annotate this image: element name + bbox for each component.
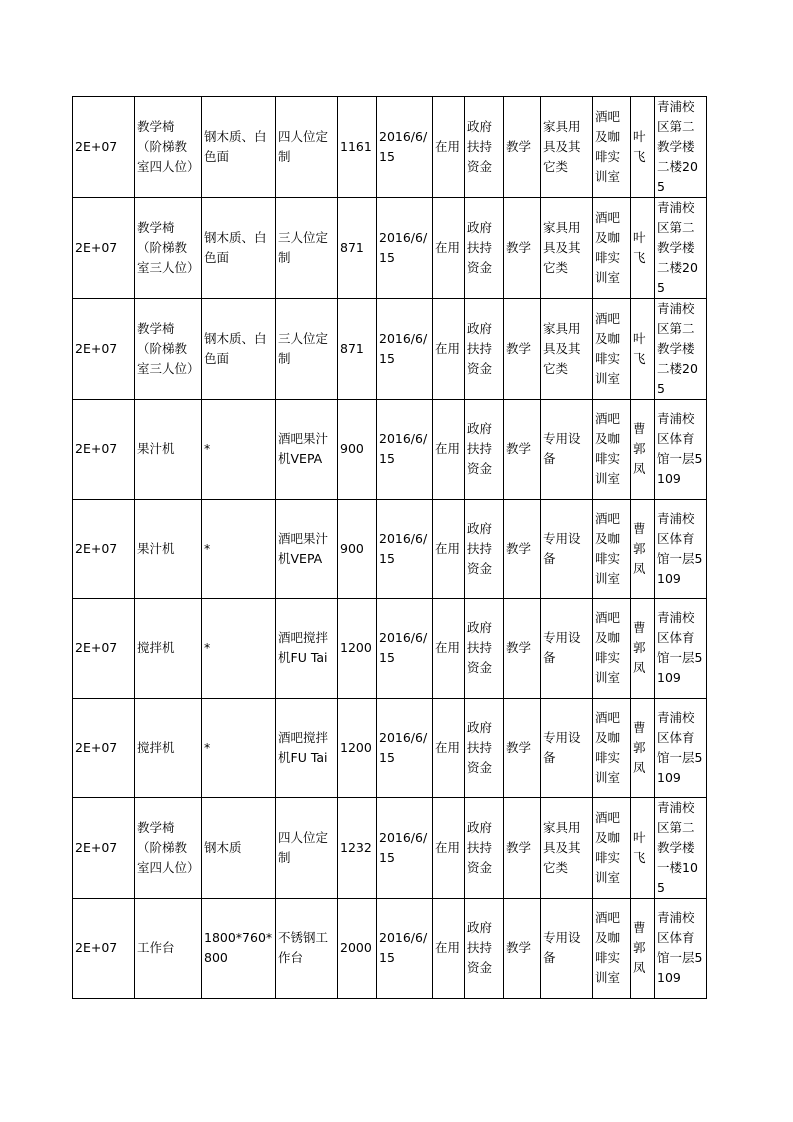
category-cell: 家具用具及其它类 (541, 97, 593, 198)
asset-code-cell: 2E+07 (73, 97, 135, 198)
location-cell: 青浦校区第二教学楼二楼205 (655, 299, 707, 400)
purchase-date-cell: 2016/6/15 (377, 97, 433, 198)
usage-cell: 教学 (504, 400, 541, 500)
location-cell: 青浦校区体育馆一层5109 (655, 899, 707, 999)
price-cell: 900 (338, 499, 377, 599)
category-cell: 专用设备 (541, 499, 593, 599)
status-cell: 在用 (433, 698, 465, 798)
table-row (73, 400, 707, 500)
custodian-cell: 叶飞 (631, 198, 655, 299)
price-cell: 900 (338, 400, 377, 500)
asset-name-cell: 教学椅（阶梯教室三人位） (135, 299, 202, 400)
purchase-date-cell: 2016/6/15 (377, 698, 433, 798)
model-cell: 四人位定制 (276, 798, 338, 899)
asset-name-cell: 教学椅（阶梯教室四人位） (135, 798, 202, 899)
asset-code-cell: 2E+07 (73, 499, 135, 599)
asset-name-cell: 搅拌机 (135, 698, 202, 798)
usage-cell: 教学 (504, 899, 541, 999)
status-cell: 在用 (433, 400, 465, 500)
price-cell: 2000 (338, 899, 377, 999)
category-cell: 家具用具及其它类 (541, 198, 593, 299)
asset-code-cell: 2E+07 (73, 698, 135, 798)
table-row (73, 599, 707, 699)
custodian-cell: 曹郭凤 (631, 400, 655, 500)
asset-name-cell: 工作台 (135, 899, 202, 999)
department-cell: 酒吧及咖啡实训室 (593, 698, 631, 798)
model-cell: 三人位定制 (276, 198, 338, 299)
status-cell: 在用 (433, 899, 465, 999)
material-spec-cell: * (202, 400, 276, 500)
table-row (73, 899, 707, 999)
asset-code-cell: 2E+07 (73, 198, 135, 299)
funding-source-cell: 政府扶持资金 (465, 299, 504, 400)
location-cell: 青浦校区第二教学楼二楼205 (655, 198, 707, 299)
purchase-date-cell: 2016/6/15 (377, 198, 433, 299)
asset-name-cell: 果汁机 (135, 400, 202, 500)
category-cell: 家具用具及其它类 (541, 299, 593, 400)
department-cell: 酒吧及咖啡实训室 (593, 97, 631, 198)
model-cell: 四人位定制 (276, 97, 338, 198)
model-cell: 三人位定制 (276, 299, 338, 400)
asset-code-cell: 2E+07 (73, 400, 135, 500)
custodian-cell: 叶飞 (631, 299, 655, 400)
purchase-date-cell: 2016/6/15 (377, 299, 433, 400)
purchase-date-cell: 2016/6/15 (377, 599, 433, 699)
category-cell: 家具用具及其它类 (541, 798, 593, 899)
price-cell: 1200 (338, 698, 377, 798)
department-cell: 酒吧及咖啡实训室 (593, 899, 631, 999)
material-spec-cell: * (202, 499, 276, 599)
table-body (73, 97, 707, 999)
custodian-cell: 叶飞 (631, 798, 655, 899)
material-spec-cell: * (202, 698, 276, 798)
funding-source-cell: 政府扶持资金 (465, 499, 504, 599)
category-cell: 专用设备 (541, 400, 593, 500)
price-cell: 1200 (338, 599, 377, 699)
department-cell: 酒吧及咖啡实训室 (593, 299, 631, 400)
asset-code-cell: 2E+07 (73, 798, 135, 899)
price-cell: 871 (338, 198, 377, 299)
usage-cell: 教学 (504, 499, 541, 599)
custodian-cell: 曹郭凤 (631, 698, 655, 798)
usage-cell: 教学 (504, 798, 541, 899)
funding-source-cell: 政府扶持资金 (465, 899, 504, 999)
custodian-cell: 曹郭凤 (631, 899, 655, 999)
status-cell: 在用 (433, 198, 465, 299)
asset-table (72, 96, 707, 999)
model-cell: 酒吧果汁机VEPA (276, 499, 338, 599)
usage-cell: 教学 (504, 198, 541, 299)
location-cell: 青浦校区体育馆一层5109 (655, 499, 707, 599)
price-cell: 1161 (338, 97, 377, 198)
category-cell: 专用设备 (541, 698, 593, 798)
custodian-cell: 曹郭凤 (631, 499, 655, 599)
status-cell: 在用 (433, 499, 465, 599)
location-cell: 青浦校区第二教学楼一楼105 (655, 798, 707, 899)
status-cell: 在用 (433, 798, 465, 899)
category-cell: 专用设备 (541, 599, 593, 699)
usage-cell: 教学 (504, 599, 541, 699)
table-row (73, 198, 707, 299)
usage-cell: 教学 (504, 698, 541, 798)
model-cell: 酒吧搅拌机FU Tai (276, 599, 338, 699)
status-cell: 在用 (433, 97, 465, 198)
table-row (73, 798, 707, 899)
department-cell: 酒吧及咖啡实训室 (593, 198, 631, 299)
location-cell: 青浦校区体育馆一层5109 (655, 698, 707, 798)
location-cell: 青浦校区体育馆一层5109 (655, 599, 707, 699)
department-cell: 酒吧及咖啡实训室 (593, 798, 631, 899)
department-cell: 酒吧及咖啡实训室 (593, 499, 631, 599)
funding-source-cell: 政府扶持资金 (465, 400, 504, 500)
asset-name-cell: 果汁机 (135, 499, 202, 599)
funding-source-cell: 政府扶持资金 (465, 599, 504, 699)
price-cell: 871 (338, 299, 377, 400)
funding-source-cell: 政府扶持资金 (465, 97, 504, 198)
funding-source-cell: 政府扶持资金 (465, 198, 504, 299)
location-cell: 青浦校区第二教学楼二楼205 (655, 97, 707, 198)
model-cell: 不锈钢工作台 (276, 899, 338, 999)
asset-name-cell: 教学椅（阶梯教室四人位） (135, 97, 202, 198)
location-cell: 青浦校区体育馆一层5109 (655, 400, 707, 500)
table-row (73, 499, 707, 599)
table-row (73, 698, 707, 798)
status-cell: 在用 (433, 599, 465, 699)
table-row (73, 97, 707, 198)
asset-name-cell: 教学椅（阶梯教室三人位） (135, 198, 202, 299)
model-cell: 酒吧搅拌机FU Tai (276, 698, 338, 798)
model-cell: 酒吧果汁机VEPA (276, 400, 338, 500)
asset-name-cell: 搅拌机 (135, 599, 202, 699)
status-cell: 在用 (433, 299, 465, 400)
department-cell: 酒吧及咖啡实训室 (593, 400, 631, 500)
material-spec-cell: * (202, 599, 276, 699)
material-spec-cell: 钢木质、白色面 (202, 299, 276, 400)
asset-code-cell: 2E+07 (73, 899, 135, 999)
usage-cell: 教学 (504, 97, 541, 198)
material-spec-cell: 1800*760*800 (202, 899, 276, 999)
usage-cell: 教学 (504, 299, 541, 400)
funding-source-cell: 政府扶持资金 (465, 798, 504, 899)
asset-code-cell: 2E+07 (73, 299, 135, 400)
table-row (73, 299, 707, 400)
custodian-cell: 叶飞 (631, 97, 655, 198)
purchase-date-cell: 2016/6/15 (377, 400, 433, 500)
purchase-date-cell: 2016/6/15 (377, 798, 433, 899)
funding-source-cell: 政府扶持资金 (465, 698, 504, 798)
custodian-cell: 曹郭凤 (631, 599, 655, 699)
purchase-date-cell: 2016/6/15 (377, 499, 433, 599)
material-spec-cell: 钢木质 (202, 798, 276, 899)
price-cell: 1232 (338, 798, 377, 899)
material-spec-cell: 钢木质、白色面 (202, 97, 276, 198)
category-cell: 专用设备 (541, 899, 593, 999)
asset-code-cell: 2E+07 (73, 599, 135, 699)
purchase-date-cell: 2016/6/15 (377, 899, 433, 999)
material-spec-cell: 钢木质、白色面 (202, 198, 276, 299)
department-cell: 酒吧及咖啡实训室 (593, 599, 631, 699)
